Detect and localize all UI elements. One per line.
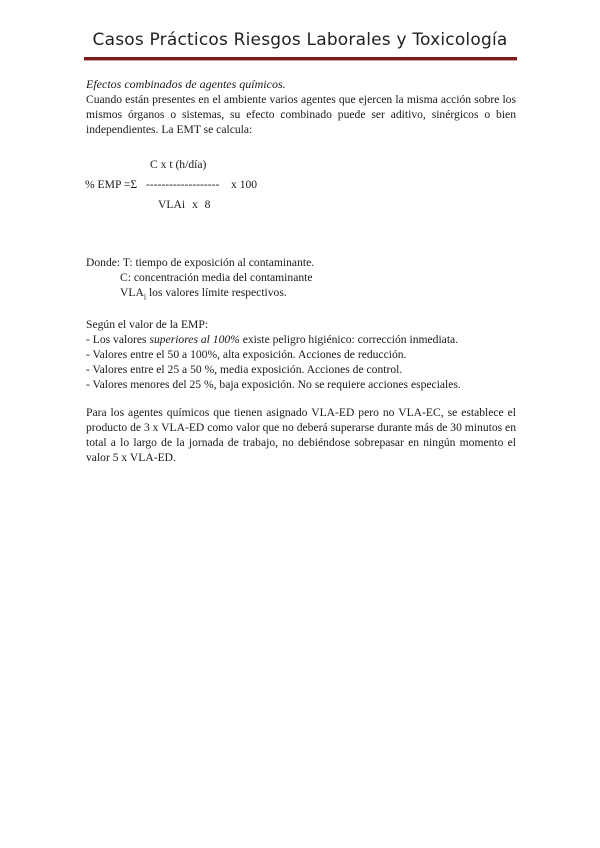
level-item-1-suffix: existe peligro higiénico: corrección inmediata. (239, 333, 459, 347)
definition-vla (86, 285, 516, 304)
definition-t: Donde: T: tiempo de exposición al contaminante. (86, 256, 315, 269)
definitions-block (86, 255, 516, 304)
level-item-1-prefix: - Los valores (86, 333, 150, 347)
formula-multiplier: x 100 (231, 178, 258, 191)
section-title: Efectos combinados de agentes químicos. (86, 77, 286, 91)
level-item-1 (86, 332, 516, 347)
final-paragraph: Para los agentes químicos que tienen asignado VLA-ED pero no VLA-EC, se establece el producto de 3 x VLA-ED como valor que no deberá superarse durante más de 30 minutos en total a lo largo de la jornada de trabajo, no debiéndose sobrepasar en ningún momento el valor 5 x VLA-ED. (86, 406, 516, 465)
level-item-2: - Valores entre el 50 a 100%, alta exposición. Acciones de reducción. (86, 348, 407, 362)
formula-denominator: VLAi x 8 (158, 198, 211, 211)
vla-subscript: i (143, 292, 147, 302)
emp-formula (86, 151, 516, 215)
header-rule-shadow (84, 60, 517, 61)
header-title: Casos Prácticos Riesgos Laborales y Toxicología (92, 30, 508, 50)
vla-prefix: VLA (120, 286, 144, 299)
definition-c: C: concentración media del contaminante (120, 271, 313, 284)
level-item-1-italic: superiores al 100% (149, 333, 240, 347)
formula-fraction-bar: ------------------- (146, 178, 220, 191)
emp-levels (86, 317, 516, 392)
intro-paragraph: Cuando están presentes en el ambiente varios agentes que ejercen la misma acción sobre los mismos órganos o sistemas, su efecto combinado puede ser aditivo, sinérgicos o bien independientes. La EMT se calcula: (86, 93, 516, 136)
formula-numerator: C x t (h/día) (150, 158, 207, 171)
content-body (86, 77, 516, 477)
level-item-4: - Valores menores del 25 %, baja exposición. No se requiere acciones especiales. (86, 378, 461, 392)
formula-lhs: % EMP =Σ (85, 178, 138, 191)
level-item-3: - Valores entre el 25 a 50 %, media exposición. Acciones de control. (86, 363, 403, 377)
vla-suffix: los valores límite respectivos. (146, 286, 287, 299)
levels-intro: Según el valor de la EMP: (86, 318, 209, 332)
